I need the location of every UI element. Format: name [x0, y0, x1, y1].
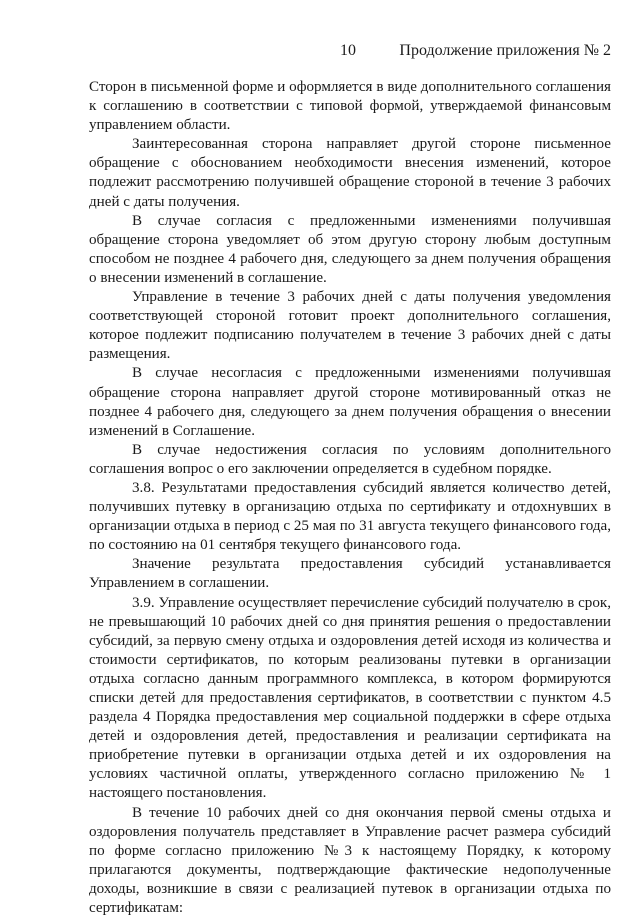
paragraph: Значение результата предоставления субсидий устанавливается Управлением в соглашении.: [89, 556, 611, 592]
paragraph: Заинтересованная сторона направляет другой стороне письменное обращение с обоснованием необходимости внесения изменений, которое подлежит рассмотрению получившей обращение стороной в течение 3 рабочих дней с даты получения.: [89, 136, 611, 210]
page-header: [0, 42, 640, 62]
paragraph: В случае недостижения согласия по условиям дополнительного соглашения вопрос о его заключении определяется в судебном порядке.: [89, 441, 611, 477]
paragraph: В течение 10 рабочих дней со дня окончания первой смены отдыха и оздоровления получатель представляет в Управление расчет размера субсидий по форме согласно приложению №3 к настоящему Порядку, к которому прилагаются документы, подтверждающие фактические недополученные доходы, возникшие в связи с реализацией путевок в организации отдыха по сертификатам:: [89, 804, 611, 917]
paragraph: В случае согласия с предложенными изменениями получившая обращение сторона уведомляет об этом другую сторону любым доступным способом не позднее 4 рабочего дня, следующего за днем получения обращения о внесении изменений в соглашение.: [89, 212, 611, 286]
paragraph: 3.9. Управление осуществляет перечисление субсидий получателю в срок, не превышающий 10 рабочих дней со дня принятия решения о предоставлении субсидий, за первую смену отдыха и оздоровления детей исходя из количества и стоимости сертификатов, по которым реализованы путевки в организации отдыха согласно данным программного комплекса, в котором формируются списки детей для предоставления сертификатов, в соответствии с пунктом 4.5 раздела 4 Порядка предоставления мер социальной поддержки в сфере отдыха детей и оздоровления детей, предоставления и реализации сертификата на приобретение путевки в организации отдыха детей и их оздоровления на условиях частичной оплаты, утвержденного согласно приложению № 1 настоящего постановления.: [89, 594, 611, 802]
paragraph: Управление в течение 3 рабочих дней с даты получения уведомления соответствующей стороной готовит проект дополнительного соглашения, которое подлежит подписанию получателем в течение 3 рабочих дней с даты размещения.: [89, 289, 611, 363]
paragraph: В случае несогласия с предложенными изменениями получившая обращение сторона направляет другой стороне мотивированный отказ не позднее 4 рабочего дня, следующего за днем получения обращения о внесении изменений в Соглашение.: [89, 365, 611, 439]
paragraph: 3.8. Результатами предоставления субсидий является количество детей, получивших путевку в организацию отдыха по сертификату и отдохнувших в организации отдыха в период с 25 мая по 31 августа текущего финансового года, по состоянию на 01 сентября текущего финансового года.: [89, 479, 611, 554]
page-number: 10: [340, 42, 356, 59]
appendix-continuation-label: Продолжение приложения № 2: [399, 42, 611, 59]
paragraph: Сторон в письменной форме и оформляется в виде дополнительного соглашения к соглашению в соответствии с типовой формой, утверждаемой финансовым управлением области.: [89, 79, 611, 134]
document-body: [89, 78, 611, 918]
